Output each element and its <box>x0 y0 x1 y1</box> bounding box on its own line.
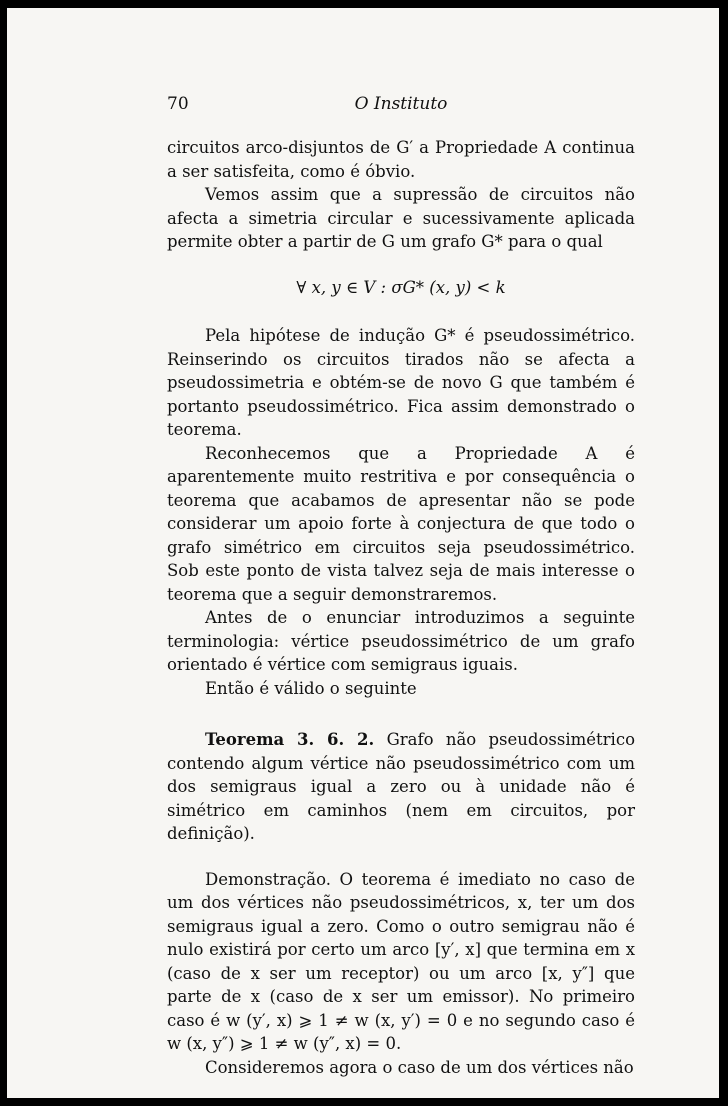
book-page <box>7 8 719 1098</box>
paragraph: Vemos assim que a supressão de circuitos não afecta a simetria circular e sucessivamente aplicada permite obter a partir de G um grafo G* para o qual <box>167 185 635 251</box>
paragraph: Antes de o enunciar introduzimos a seguinte terminologia: vértice pseudossimétrico de um grafo orientado é vértice com semigraus iguais. <box>167 608 635 674</box>
paragraph: Reconhecemos que a Propriedade A é aparentemente muito restritiva e por consequência o teorema que acabamos de apresentar não se pode considerar um apoio forte à conjectura de que todo o grafo simétrico em circuitos seja pseudossimétrico. Sob este ponto de vista talvez seja de mais interesse o teorema que a seguir demonstraremos. <box>167 443 635 604</box>
body-text <box>167 136 635 1079</box>
theorem <box>167 728 635 846</box>
paragraph: circuitos arco-disjuntos de G′ a Propriedade A continua a ser satisfeita, como é óbvio. <box>167 138 635 181</box>
paragraph: Consideremos agora o caso de um dos vértices não <box>205 1057 634 1077</box>
display-formula: ∀ x, y ∈ V : σG* (x, y) < k <box>296 277 506 297</box>
theorem-text: Grafo não pseudossimétrico contendo algum vértice não pseudossimétrico com um dos semigraus igual a zero ou à unidade não é simétrico em caminhos (nem em circuitos, por definição). <box>167 730 636 843</box>
running-title: O Instituto <box>354 94 448 114</box>
theorem-label: Teorema 3. 6. 2. <box>205 730 375 749</box>
proof-paragraph: Demonstração. O teorema é imediato no caso de um dos vértices não pseudossimétricos, x, ter um dos semigraus igual a zero. Como o outro semigrau não é nulo existirá por certo um arco [y′, x] que termina em x (caso de x ser um receptor) ou um arco [x, y″] que parte de x (caso de x ser um emissor). No primeiro caso é w (y′, x) ⩾ 1 ≠ w (x, y′) = 0 e no segundo caso é w (x, y″) ⩾ 1 ≠ w (y″, x) = 0. <box>167 869 635 1053</box>
paragraph: Pela hipótese de indução G* é pseudossimétrico. Reinserindo os circuitos tirados não se afecta a pseudossimetria e obtém-se de novo G que também é portanto pseudossimétrico. Fica assim demonstrado o teorema. <box>167 326 635 439</box>
paragraph: Então é válido o seguinte <box>205 678 417 698</box>
page-number: 70 <box>167 94 189 114</box>
running-header <box>167 94 635 116</box>
